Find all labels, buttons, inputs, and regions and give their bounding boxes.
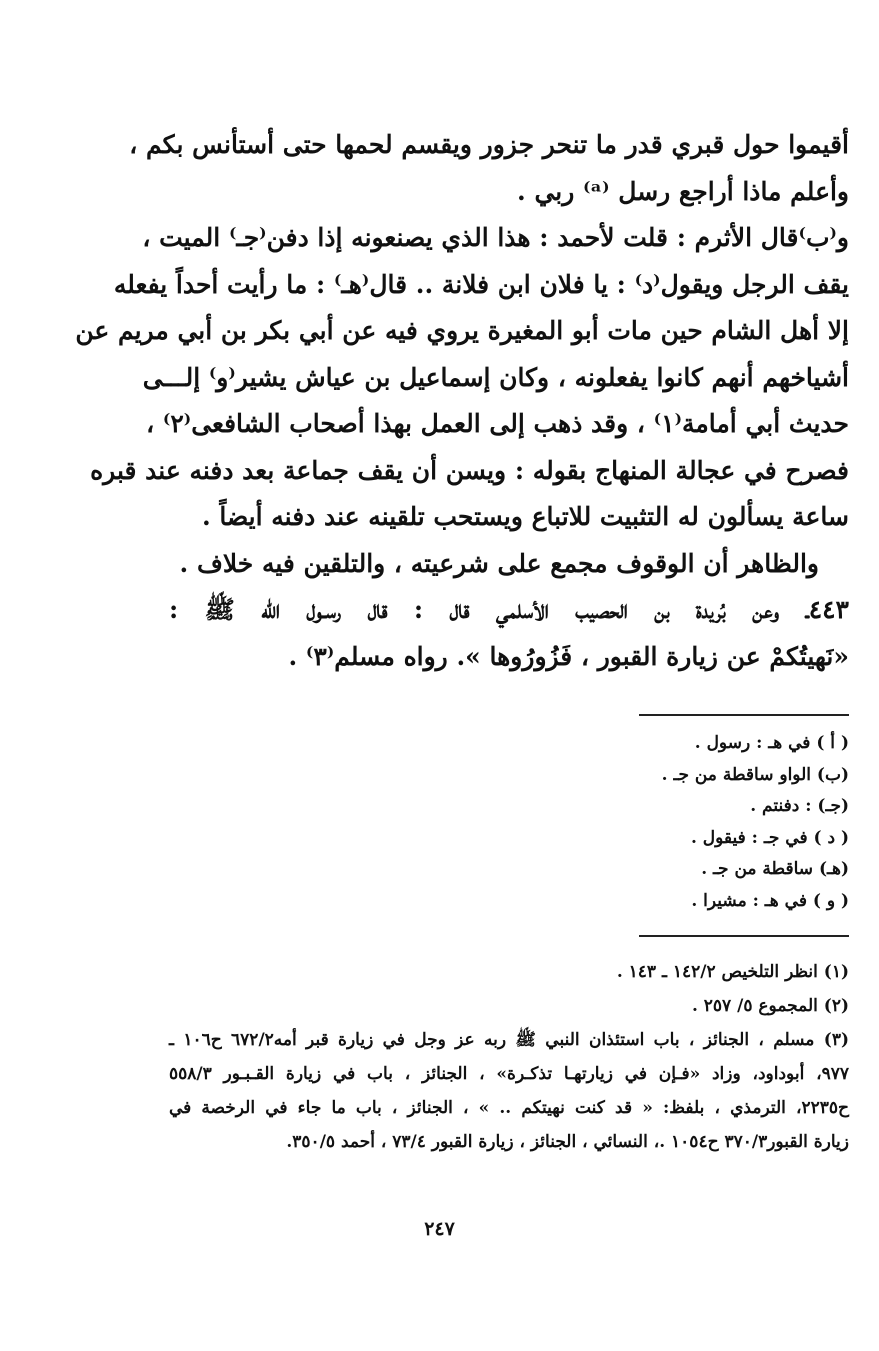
text-line: يقف الرجل ويقول⁽د⁾ : يا فلان ابن فلانة .. قال⁽هـ⁾ : ما رأيت أحداً يفعله (113, 269, 849, 299)
text-line: ٤٤٣ـ وعن بُريدة بن الحصيب الأسلمي قال : قال رسـول الله ﷺ : (169, 595, 849, 624)
footnote-3 (169, 1023, 849, 1159)
text-line: «نَهيتُكمْ عن زيارة القبور ، فَزُورُوها ». رواه مسلم⁽٣⁾ . (288, 641, 849, 671)
variant-note: (جـ) : دفنتم . (750, 796, 849, 816)
text-line: فصرح في عجالة المنهاج بقوله : ويسن أن يقف جماعة بعد دفنه عند قبره (90, 455, 849, 485)
footnote-line: زيارة القبور٣٧٠/٣ ح١٠٥٤ .، النسائي ، الجنائز ، زيارة القبور ٧٣/٤ ، أحمد ٣٥٠/٥. (286, 1132, 849, 1152)
variant-note: ( و ) في هـ : مشيرا . (691, 890, 849, 911)
footnotes (169, 955, 849, 1159)
variant-notes (549, 728, 849, 917)
variant-note: (ب) الواو ساقطة من جـ . (661, 764, 849, 785)
text-line: والظاهر أن الوقوف مجمع على شرعيته ، والتلقين فيه خلاف . (179, 548, 819, 578)
footnote-line: ٩٧٧، أبوداود، وزاد «فـإن في زيارتهـا تذكـرة» ، الجنائز ، باب في زيارة القـبـور ٥٥٨/٣ (169, 1064, 849, 1084)
page-number: ٢٤٧ (424, 1218, 455, 1240)
footnote-1: (١) انظر التلخيص ١٤٢/٢ ـ ١٤٣ . (616, 962, 849, 982)
text-line: وأعلم ماذا أراجع رسل ⁽ᵃ⁾ ربي . (517, 176, 849, 206)
text-line: إلا أهل الشام حين مات أبو المغيرة يروي فيه عن أبي بكر بن أبي مريم عن (75, 316, 849, 345)
text-line: و⁽ب⁾قال الأثرم : قلت لأحمد : هذا الذي يصنعونه إذا دفن⁽جـ⁾ الميت ، (142, 223, 849, 252)
footnote-line: ح٢٢٣٥، الترمذي ، بلفظ: « قد كنت نهيتكم .. » ، الجنائز ، باب ما جاء في الرخصة في (169, 1098, 849, 1118)
variant-note: ( د ) في جـ : فيقول . (690, 827, 849, 848)
variant-note: (هـ) ساقطة من جـ . (701, 859, 849, 879)
text-line: حديث أبي أمامة⁽١⁾ ، وقد ذهب إلى العمل بهذا أصحاب الشافعى⁽٢⁾ ، (146, 409, 849, 438)
text-line: أقيموا حول قبري قدر ما تنحر جزور ويقسم لحمها حتى أستأنس بكم ، (129, 130, 849, 159)
main-text-body (75, 122, 849, 680)
text-line: أشياخهم أنهم كانوا يفعلونه ، وكان إسماعيل بن عياش يشير⁽و⁾ إلـــى (142, 362, 849, 392)
footnote-line: (٣) مسلم ، الجنائز ، باب استئذان النبي ﷺ ربه عز وجل في زيارة قبر أمه٦٧٢/٢ ح١٠٦ ـ (169, 1030, 849, 1050)
footnote-divider (639, 714, 849, 716)
variant-note: ( أ ) في هـ : رسول . (694, 733, 849, 753)
text-line: ساعة يسألون له التثبيت للاتباع ويستحب تلقينه عند دفنه أيضاً . (201, 502, 849, 531)
footnote-2: (٢) المجموع ٥/ ٢٥٧ . (691, 996, 849, 1016)
footnote-divider (639, 935, 849, 937)
